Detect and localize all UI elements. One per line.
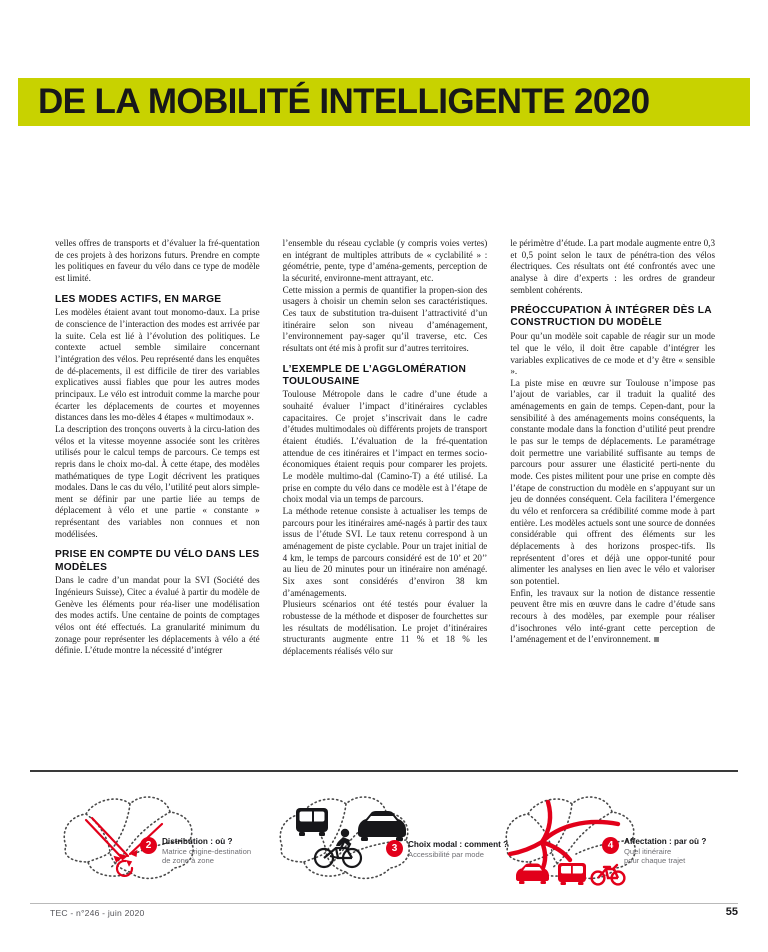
section-heading: LES MODES ACTIFS, EN MARGE xyxy=(55,293,222,305)
caption-subtitle-line: pour chaque trajet xyxy=(624,856,686,866)
caption-title: Affectation : par où ? xyxy=(624,837,707,846)
caption-text xyxy=(162,837,251,866)
step-badge: 3 xyxy=(386,840,403,857)
bus-icon xyxy=(296,808,328,836)
paragraph: velles offres de transports et d’évaluer la fré-quentation de ces projets à des horizons futurs. Prendre en compte les politiques en faveur du vélo dans ce type de modèle est limité. xyxy=(55,238,260,283)
paragraph: l’ensemble du réseau cyclable (y compris voies vertes) en intégrant de multiples attributs de « cyclabilité » : géométrie, pente, type d’aména-gements, perception de la sécurité, environne-ment attrayant, etc. xyxy=(282,238,488,283)
panel-caption xyxy=(386,840,508,859)
caption-subtitle-line: Accessibilité par mode xyxy=(408,850,484,859)
infographic-panel-assignment xyxy=(502,780,738,898)
section-heading: L’EXEMPLE DE L’AGGLOMÉRATION TOULOUSAINE xyxy=(282,363,467,387)
article-columns xyxy=(55,238,715,763)
infographic-panel-modal-choice xyxy=(266,780,509,898)
paragraph: Toulouse Métropole dans le cadre d’une étude a souhaité évaluer l’impact d’itinéraires cyclables capacitaires. Ce projet s’inscrivait dans le cadre d’études multimodales où différents projets de transport étaient étudiés. L’évaluation de la fré-quentation attendue de ces itinéraires et l’impact en termes socio-économiques étaient requis pour comparer les projets. Le modèle multimo-dal (Camino-T) a été utilisé. La prise en compte du vélo dans ce modèle est à l’étape de choix modal via un temps de parcours. xyxy=(282,389,488,505)
caption-subtitle-line: Matrice origine-destination xyxy=(162,847,252,856)
section-heading: PRÉOCCUPATION À INTÉGRER DÈS LA CONSTRUCTION DU MODÈLE xyxy=(510,305,712,329)
paragraph: La description des tronçons ouverts à la circu-lation des vélos et la vitesse moyenne associée sont les critères utilisés pour le calcul temps de parcours. Ce temps est repris dans le choix mo-dal. À cette étape, des modèles mathématiques de type Logit décrivent les pratiques modales. Dans le cas du vélo, l’utilité peut alors simple-ment se définir par une partie liée au temps de déplacement à vélo et une partie « constante » représentant des variables non connues et non modélisées. xyxy=(55,423,260,539)
paragraph: La piste mise en œuvre sur Toulouse n’impose pas l’ajout de variables, car il traduit la qualité des aménagements en gain de temps. Cepen-dant, pour la sensibilité à des aménagements moins conséquents, la constante modale dans la fonction d’utilité peut prendre le pas sur le temps de déplacements. Le paramétrage doit permettre une variabilité suffisante au temps de parcours pour assurer une élasticité perti-nente du mode. Ces pistes militent pour une prise en compte dès l’étape de construction du modèle en s’appuyant sur un jeu de données conséquent. Cela facilitera l’émergence du vélo et renforcera sa crédibilité comme mode à part entière. Les modèles actuels sont une source de données considérable qui offrent des éléments sur les déplacements à des horizons prospec-tifs. Ils représentent d’ores et déjà une oppor-tunité pour alimenter les analyses en lien avec le vélo et valoriser son potentiel. xyxy=(510,377,716,586)
infographic-strip xyxy=(30,780,738,898)
footer-issue-info: TEC - n°246 - juin 2020 xyxy=(50,908,145,918)
section-divider xyxy=(30,770,738,772)
paragraph: Plusieurs scénarios ont été testés pour évaluer la robustesse de la méthode et disposer de fourchettes sur les résultats de modélisation. Le projet d’itinéraires structurants augmente entre 11 % et 18 % les déplacements réalisés vélo sur xyxy=(282,599,488,656)
page-title: DE LA MOBILITÉ INTELLIGENTE 2020 xyxy=(38,82,650,121)
loop-arrow-head-icon xyxy=(126,860,132,867)
paragraph: Dans le cadre d’un mandat pour la SVI (Société des Ingénieurs Suisse), Citec a évalué à partir du modèle de Genève les éléments pour réa-liser une modélisation des modes actifs. Une centaine de points de comptages vélos ont été effectués. La granularité minimum du zonage pour représenter les déplacements à vélo a été définie. L’étude montre la nécessité d’intégrer xyxy=(55,575,260,656)
zone-map-icon xyxy=(266,780,502,898)
bike-icon xyxy=(592,865,625,884)
paragraph: Cette mission a permis de quantifier la propen-sion des usagers à choisir un chemin selon ses caractéristiques. Ces taux de substitution tra-duisent l’attractivité d’un itinéraire selon son niveau d’aménagement, l’environnement pay-sager qu’il traverse, etc. Ces résultats ont été mis à profit sur d’autres territoires. xyxy=(282,284,488,353)
step-badge: 2 xyxy=(140,837,157,854)
caption-title: Distribution : où ? xyxy=(162,837,233,846)
panel-caption xyxy=(602,837,706,866)
paragraph: le périmètre d’étude. La part modale augmente entre 0,3 et 0,5 point selon le taux de pénétra-tion des vélos électriques. Ces résultats ont été confrontés avec une analyse à dire d’experts : les ordres de grandeur semblent cohérents. xyxy=(510,238,716,295)
infographic-panel-distribution xyxy=(30,780,266,898)
caption-text xyxy=(408,840,508,859)
page-number: 55 xyxy=(725,906,738,918)
footer-divider xyxy=(30,903,738,904)
step-badge: 4 xyxy=(602,837,619,854)
caption-subtitle-line: Quel itinéraire xyxy=(624,847,672,856)
panel-caption xyxy=(140,837,251,866)
car-icon xyxy=(358,811,406,841)
paragraph-text: Enfin, les travaux sur la notion de distance ressentie peuvent être mis en œuvre dans le cadre d’étude sans recours à des modèles, par exemple pour réaliser d’isochrones vélo inté-grant cette perception de l’aménagement et de l’environnement. xyxy=(510,587,716,645)
paragraph: Les modèles étaient avant tout monomo-daux. La prise de conscience de l’interaction des modes est arrivée par la suite. Cela est lié à l’évolution des politiques. Le contexte actuel semble similaire concernant l’intégration des vélos. Peu représenté dans les enquêtes de dé-placements, il est difficile de tirer des variables explicatives aussi fiables que pour les autres modes principaux. Le vélo est introduit comme la marche pour écarter les déplacements de courtes et moyennes distances dans les mo-dèles 4 étapes « multimodaux ». xyxy=(55,307,260,423)
section-heading: PRISE EN COMPTE DU VÉLO DANS LES MODÈLES xyxy=(55,549,260,573)
end-of-article-mark xyxy=(654,637,659,642)
column-3 xyxy=(510,238,715,763)
bus-icon xyxy=(558,863,586,885)
caption-text xyxy=(624,837,706,866)
paragraph-final xyxy=(510,588,715,646)
caption-title: Choix modal : comment ? xyxy=(408,840,509,849)
paragraph: La méthode retenue consiste à actualiser les temps de parcours pour les itinéraires amé-nagés à partir des taux issus de l’étude SVI. Le taux retenu correspond à un aménagement de piste cyclable. Pour un trajet initial de 4 km, le temps de parcours considéré est de 10’ et 20’’ au lieu de 20 minutes pour un itinéraire non aménagé. Six axes sont considérés d’environ 38 km d’aménagements. xyxy=(282,506,488,598)
column-1 xyxy=(55,238,260,763)
column-2 xyxy=(283,238,488,763)
paragraph: Pour qu’un modèle soit capable de réagir sur un mode tel que le vélo, il doit être capable d’intégrer les variables explicatives de ce mode et d’y être « sensible ». xyxy=(510,331,716,377)
caption-subtitle-line: de zone à zone xyxy=(162,856,214,866)
